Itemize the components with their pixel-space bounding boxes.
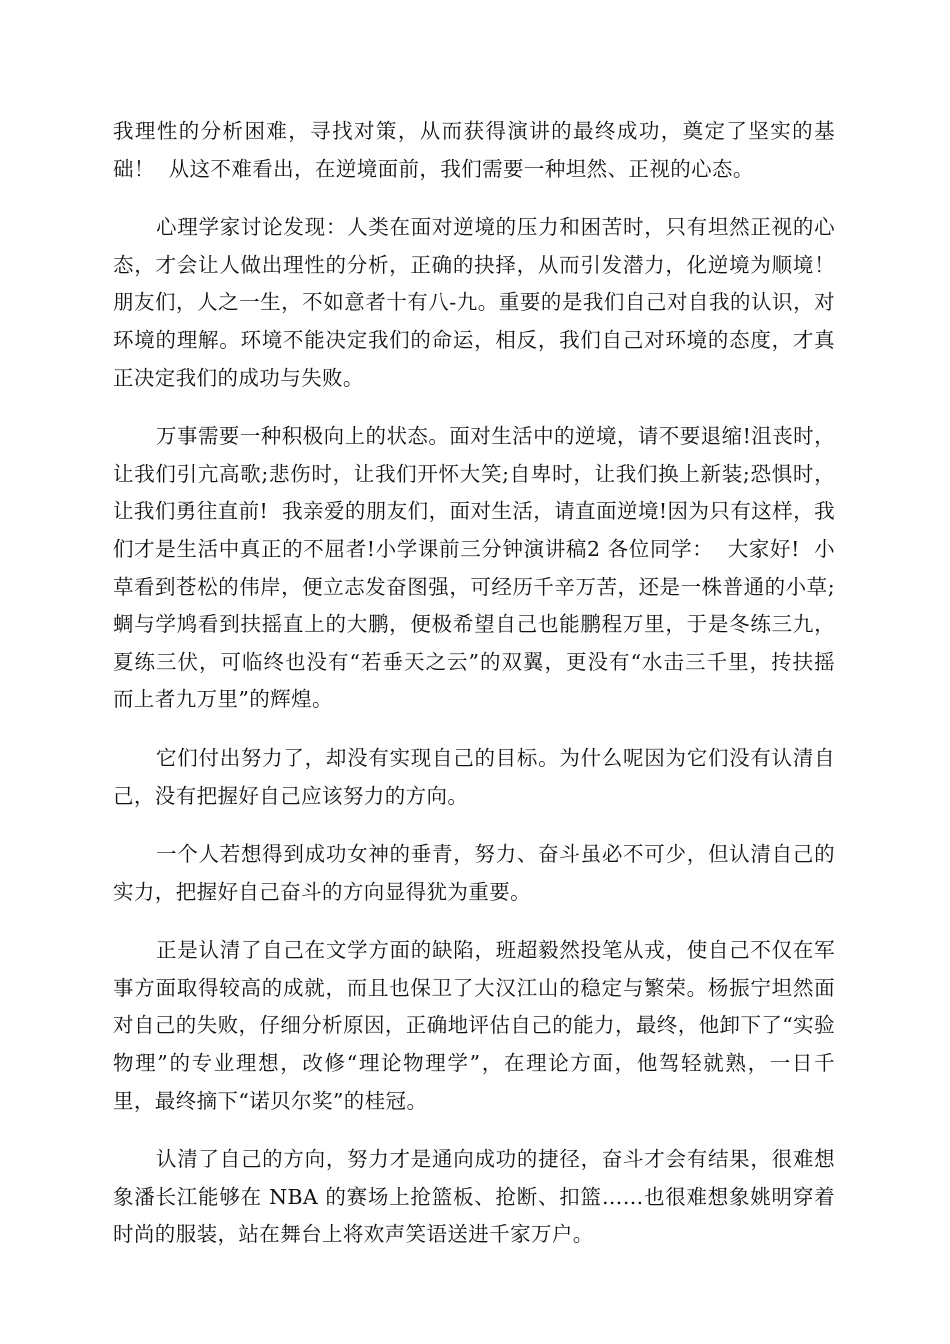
paragraph-7: 认清了自己的方向，努力才是通向成功的捷径，奋斗才会有结果，很难想象潘长江能够在 NBA 的赛场上抢篮板、抢断、扣篮……也很难想象姚明穿着时尚的服装，站在舞台上将欢声笑语送进千家万户。 bbox=[113, 1147, 835, 1247]
document-body bbox=[113, 113, 849, 1275]
paragraph-3: 万事需要一种积极向上的状态。面对生活中的逆境，请不要退缩!沮丧时，让我们引亢高歌;悲伤时，让我们开怀大笑;自卑时，让我们换上新装;恐惧时，让我们勇往直前! 我亲爱的朋友们，面对生活，请直面逆境!因为只有这样，我们才是生活中真正的不屈者!小学课前三分钟演讲稿2 各位同学： 大家好! 小草看到苍松的伟岸，便立志发奋图强，可经历千辛万苦，还是一株普通的小草;蜩与学鸠看到扶摇直上的大鹏，便极希望自己也能鹏程万里，于是冬练三九，夏练三伏，可临终也没有“若垂天之云”的双翼，更没有“水击三千里，抟扶摇而上者九万里”的辉煌。 bbox=[113, 424, 835, 712]
paragraph-5: 一个人若想得到成功女神的垂青，努力、奋斗虽必不可少，但认清自己的实力，把握好自己奋斗的方向显得犹为重要。 bbox=[113, 842, 835, 904]
paragraph-1: 我理性的分析困难，寻找对策，从而获得演讲的最终成功，奠定了坚实的基础！ 从这不难看出，在逆境面前，我们需要一种坦然、正视的心态。 bbox=[113, 119, 835, 181]
paragraph-6: 正是认清了自己在文学方面的缺陷，班超毅然投笔从戎，使自己不仅在军事方面取得较高的成就，而且也保卫了大汉江山的稳定与繁荣。杨振宁坦然面对自己的失败，仔细分析原因，正确地评估自己的能力，最终，他卸下了“实验物理”的专业理想，改修“理论物理学”，在理论方面，他驾轻就熟，一日千里，最终摘下“诺贝尔奖”的桂冠。 bbox=[113, 938, 835, 1113]
paragraph-4: 它们付出努力了，却没有实现自己的目标。为什么呢因为它们没有认清自己，没有把握好自己应该努力的方向。 bbox=[113, 745, 835, 808]
paragraph-2: 心理学家讨论发现：人类在面对逆境的压力和困苦时，只有坦然正视的心态，才会让人做出理性的分析，正确的抉择，从而引发潜力，化逆境为顺境！ 朋友们，人之一生，不如意者十有八-九。重要的是我们自己对自我的认识，对环境的理解。环境不能决定我们的命运，相反，我们自己对环境的态度，才真正决定我们的成功与失败。 bbox=[113, 215, 849, 390]
